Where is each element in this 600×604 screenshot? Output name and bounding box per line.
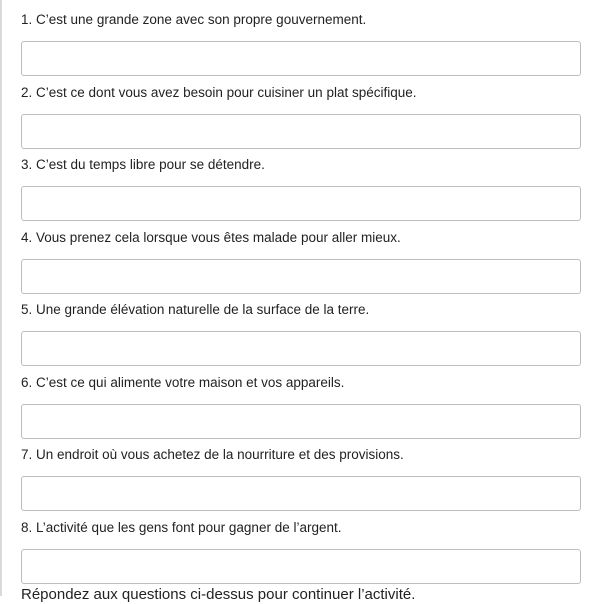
question-label [21, 374, 344, 392]
question-label [21, 519, 342, 537]
question-label [21, 301, 369, 319]
answer-input-7[interactable] [21, 476, 581, 511]
answer-input-3[interactable] [21, 186, 581, 221]
question-number: 2. [21, 84, 33, 100]
question-1 [21, 0, 581, 73]
question-number: 3. [21, 157, 33, 172]
footer-instruction: Répondez aux questions ci-dessus pour continuer l’activité. [21, 586, 416, 603]
answer-input-2[interactable] [21, 114, 581, 149]
question-label [21, 229, 401, 247]
answer-input-8[interactable] [21, 549, 581, 584]
question-3 [21, 145, 581, 218]
question-label [21, 11, 366, 29]
answer-input-6[interactable] [21, 404, 581, 439]
question-text: L’activité que les gens font pour gagner de l’argent. [36, 519, 342, 535]
left-border [0, 0, 2, 596]
question-number: 8. [21, 519, 33, 535]
question-4 [21, 218, 581, 291]
question-number: 6. [21, 374, 33, 390]
question-text: Un endroit où vous achetez de la nourriture et des provisions. [36, 447, 404, 462]
question-text: C’est ce qui alimente votre maison et vos appareils. [36, 374, 345, 390]
question-number: 5. [21, 302, 33, 317]
question-label [21, 84, 417, 102]
question-number: 7. [21, 447, 33, 462]
quiz-form [21, 0, 581, 580]
question-number: 1. [21, 12, 33, 27]
answer-input-4[interactable] [21, 259, 581, 294]
question-number: 4. [21, 229, 33, 245]
question-text: C’est une grande zone avec son propre gouvernement. [36, 12, 367, 27]
question-text: Une grande élévation naturelle de la surface de la terre. [36, 302, 370, 317]
question-text: C’est du temps libre pour se détendre. [36, 157, 265, 172]
question-7 [21, 435, 581, 508]
question-text: Vous prenez cela lorsque vous êtes malade pour aller mieux. [36, 229, 401, 245]
question-text: C’est ce dont vous avez besoin pour cuisiner un plat spécifique. [36, 84, 417, 100]
question-6 [21, 363, 581, 436]
question-label [21, 156, 265, 174]
answer-input-1[interactable] [21, 41, 581, 76]
question-2 [21, 73, 581, 146]
question-8 [21, 508, 581, 581]
question-label [21, 446, 404, 464]
answer-input-5[interactable] [21, 331, 581, 366]
question-5 [21, 290, 581, 363]
